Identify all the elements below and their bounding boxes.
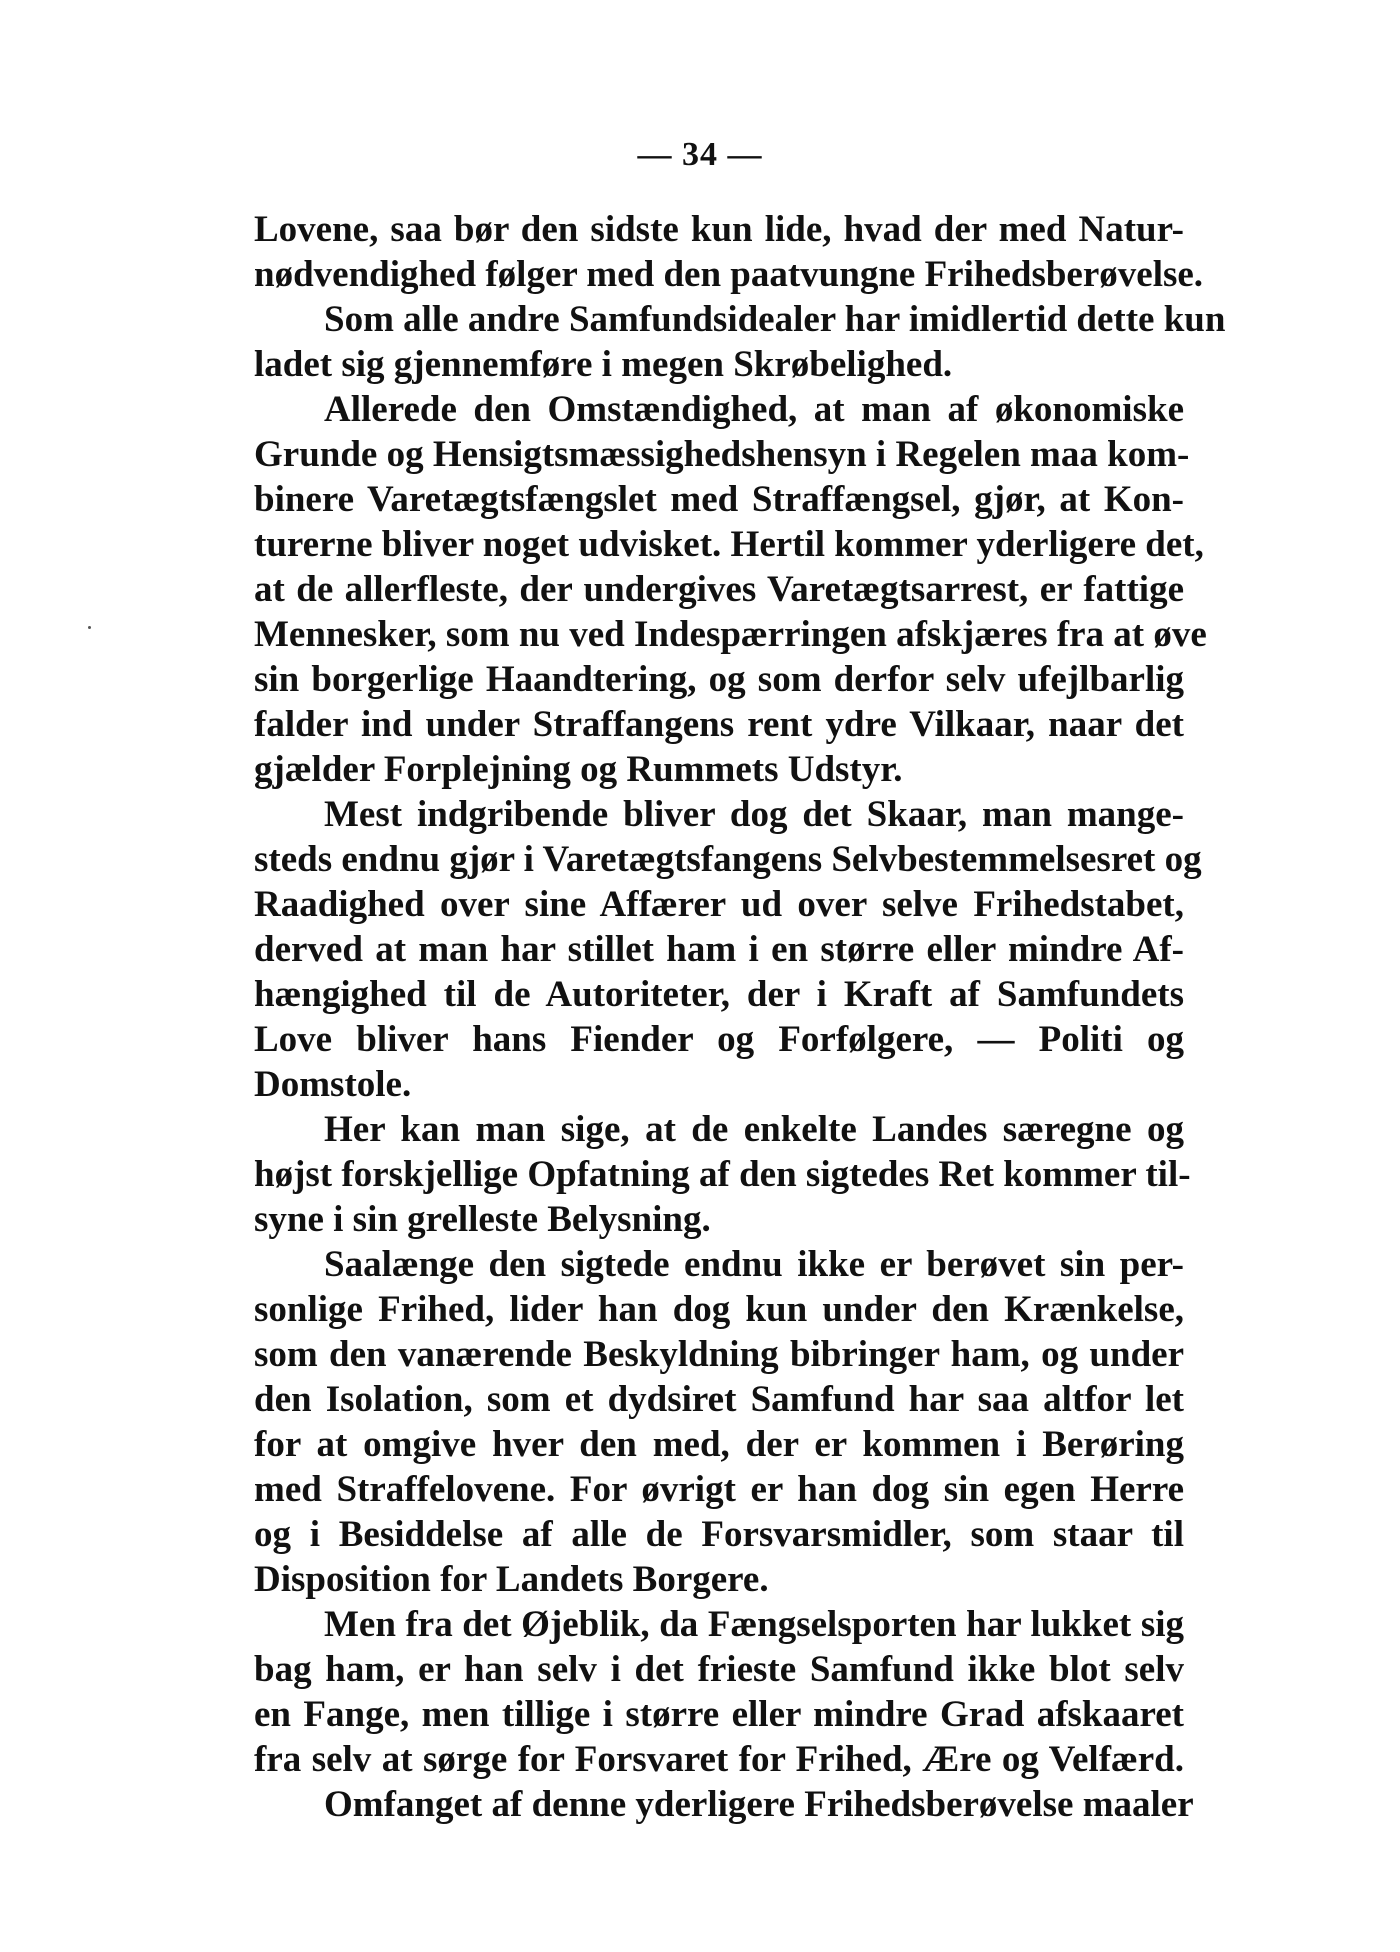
- text-line: nødvendighed følger med den paatvungne Frihedsberøvelse.: [254, 254, 1204, 295]
- text-line: Lovene, saa bør den sidste kun lide, hvad der med Natur-: [254, 209, 1184, 250]
- text-line: for at omgive hver den med, der er kommen i Berøring: [254, 1424, 1184, 1465]
- text-line: og i Besiddelse af alle de Forsvarsmidler, som staar til: [254, 1514, 1184, 1555]
- text-line: Domstole.: [254, 1064, 412, 1105]
- text-line: syne i sin grelleste Belysning.: [254, 1199, 711, 1240]
- text-line: Saalænge den sigtede endnu ikke er berøvet sin per-: [324, 1244, 1184, 1285]
- text-line: gjælder Forplejning og Rummets Udstyr.: [254, 749, 903, 790]
- text-line: højst forskjellige Opfatning af den sigtedes Ret kommer til-: [254, 1154, 1191, 1195]
- text-line: Grunde og Hensigtsmæssighedshensyn i Regelen maa kom-: [254, 434, 1190, 475]
- text-line: Love bliver hans Fiender og Forfølgere, — Politi og: [254, 1019, 1184, 1060]
- text-line: ladet sig gjennemføre i megen Skrøbelighed.: [254, 344, 953, 385]
- text-line: sin borgerlige Haandtering, og som derfor selv ufejlbarlig: [254, 659, 1184, 700]
- text-line: falder ind under Straffangens rent ydre Vilkaar, naar det: [254, 704, 1184, 745]
- text-line: den Isolation, som et dydsiret Samfund har saa altfor let: [254, 1379, 1184, 1420]
- text-line: bag ham, er han selv i det frieste Samfund ikke blot selv: [254, 1649, 1184, 1690]
- text-line: Mennesker, som nu ved Indespærringen afskjæres fra at øve: [254, 614, 1207, 655]
- text-line: steds endnu gjør i Varetægtsfangens Selvbestemmelsesret og: [254, 839, 1202, 880]
- text-line: Allerede den Omstændighed, at man af økonomiske: [324, 389, 1184, 430]
- text-line: hængighed til de Autoriteter, der i Kraft af Samfundets: [254, 974, 1184, 1015]
- text-line: derved at man har stillet ham i en større eller mindre Af-: [254, 929, 1184, 970]
- text-line: Her kan man sige, at de enkelte Landes særegne og: [324, 1109, 1184, 1150]
- text-line: Raadighed over sine Affærer ud over selve Frihedstabet,: [254, 884, 1184, 925]
- text-line: Mest indgribende bliver dog det Skaar, man mange-: [324, 794, 1184, 835]
- body-text: [254, 207, 1226, 1827]
- text-line: som den vanærende Beskyldning bibringer ham, og under: [254, 1334, 1184, 1375]
- page-number: — 34 —: [637, 136, 763, 173]
- text-line: Men fra det Øjeblik, da Fængselsporten har lukket sig: [324, 1604, 1184, 1645]
- text-line: med Straffelovene. For øvrigt er han dog sin egen Herre: [254, 1469, 1184, 1510]
- text-line: Omfanget af denne yderligere Frihedsberøvelse maaler: [324, 1784, 1194, 1825]
- margin-speck: [88, 626, 91, 629]
- text-line: fra selv at sørge for Forsvaret for Frihed, Ære og Velfærd.: [254, 1739, 1184, 1780]
- text-line: sonlige Frihed, lider han dog kun under den Krænkelse,: [254, 1289, 1184, 1330]
- text-line: Disposition for Landets Borgere.: [254, 1559, 769, 1600]
- text-line: en Fange, men tillige i større eller mindre Grad afskaaret: [254, 1694, 1184, 1735]
- text-line: turerne bliver noget udvisket. Hertil kommer yderligere det,: [254, 524, 1204, 565]
- text-line: Som alle andre Samfundsidealer har imidlertid dette kun: [324, 299, 1226, 340]
- text-line: at de allerfleste, der undergives Varetægtsarrest, er fattige: [254, 569, 1184, 610]
- text-line: binere Varetægtsfængslet med Straffængsel, gjør, at Kon-: [254, 479, 1184, 520]
